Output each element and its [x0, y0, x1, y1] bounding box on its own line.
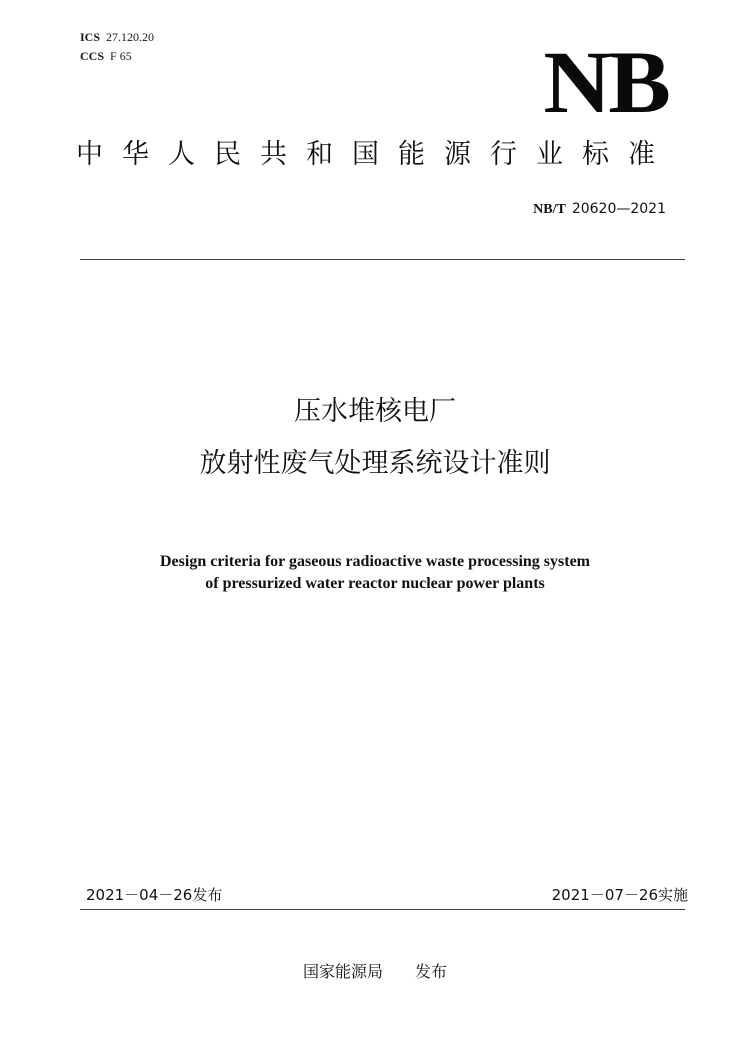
ccs-label: CCS	[80, 49, 105, 63]
standard-number	[533, 200, 666, 219]
issuing-authority: 国家能源局	[302, 962, 383, 981]
english-title-line-2: of pressurized water reactor nuclear power plants	[205, 575, 545, 592]
ics-code	[80, 30, 154, 44]
issue-label: 发布	[415, 962, 448, 981]
implementation-date: 2021－07－26实施	[551, 886, 688, 904]
ccs-code	[80, 49, 132, 63]
ics-label: ICS	[80, 30, 101, 44]
issue-date: 2021－04－26发布	[86, 886, 223, 904]
chinese-title-line-2: 放射性废气处理系统设计准则	[199, 448, 551, 479]
nb-logo: NB	[543, 33, 668, 133]
bottom-divider	[80, 909, 685, 910]
standard-number-prefix: NB/T	[533, 202, 566, 217]
issuer-line	[0, 962, 750, 982]
ics-value: 27.120.20	[106, 30, 155, 44]
chinese-title-line-1: 压水堆核电厂	[294, 396, 456, 427]
standard-number-value: 20620—2021	[571, 201, 666, 217]
standard-category-title: 中华人民共和国能源行业标准	[76, 139, 674, 170]
top-divider	[80, 259, 685, 260]
english-title-line-1: Design criteria for gaseous radioactive waste processing system	[160, 553, 590, 570]
ccs-value: F 65	[110, 49, 132, 63]
